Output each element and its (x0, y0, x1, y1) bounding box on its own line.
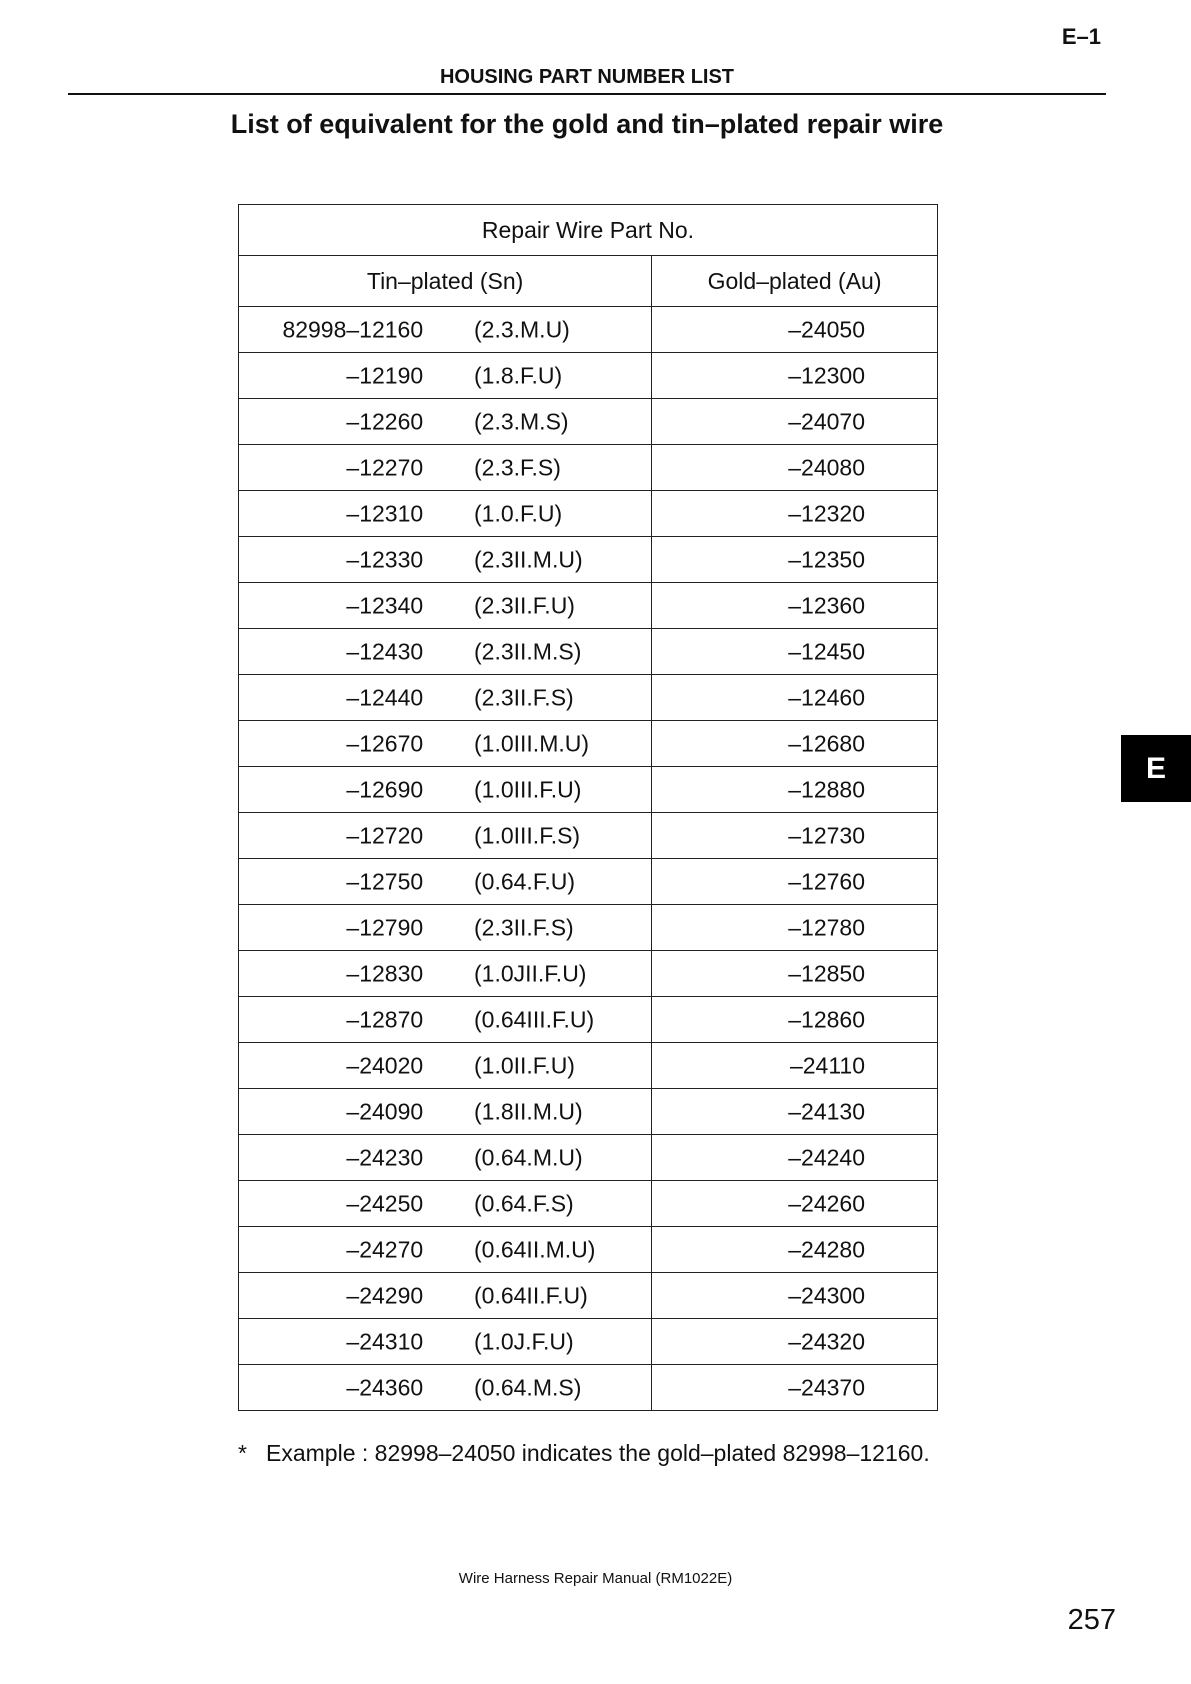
terminal-spec: (1.0III.F.S) (474, 822, 581, 848)
tin-plated-cell (239, 583, 652, 629)
gold-part-number: –12460 (788, 684, 865, 710)
gold-plated-cell (652, 1365, 938, 1411)
gold-part-number: –12880 (788, 776, 865, 802)
column-header-tin: Tin–plated (Sn) (239, 256, 652, 307)
gold-plated-cell (652, 767, 938, 813)
gold-plated-cell (652, 675, 938, 721)
gold-plated-cell (652, 1043, 938, 1089)
tin-part-number: –24270 (346, 1236, 424, 1262)
terminal-spec: (2.3II.F.S) (474, 684, 574, 710)
tin-plated-cell (239, 353, 652, 399)
column-header-gold: Gold–plated (Au) (652, 256, 938, 307)
gold-plated-cell (652, 859, 938, 905)
table-row (239, 353, 938, 399)
section-code: E–1 (1061, 24, 1101, 49)
terminal-spec: (1.0JII.F.U) (474, 960, 587, 986)
footnote (238, 1440, 930, 1467)
tin-plated-cell (239, 1043, 652, 1089)
terminal-spec: (0.64.F.U) (474, 868, 575, 894)
table-row (239, 399, 938, 445)
terminal-spec: (0.64II.M.U) (474, 1236, 596, 1262)
gold-part-number: –24320 (788, 1328, 865, 1354)
terminal-spec: (2.3II.F.S) (474, 914, 574, 940)
tin-part-number: –12750 (346, 868, 424, 894)
table-row (239, 445, 938, 491)
terminal-spec: (0.64II.F.U) (474, 1282, 588, 1308)
table-row (239, 629, 938, 675)
gold-part-number: –12850 (788, 960, 865, 986)
tin-part-number: –12870 (346, 1006, 424, 1032)
tin-part-number: –12330 (346, 546, 424, 572)
tin-plated-cell (239, 1365, 652, 1411)
terminal-spec: (0.64III.F.U) (474, 1006, 595, 1032)
gold-plated-cell (652, 1319, 938, 1365)
tin-plated-cell (239, 767, 652, 813)
tin-plated-cell (239, 1273, 652, 1319)
gold-part-number: –24300 (788, 1282, 865, 1308)
gold-part-number: –24080 (788, 454, 865, 480)
terminal-spec: (2.3.M.U) (474, 316, 570, 342)
gold-plated-cell (652, 997, 938, 1043)
table-row (239, 721, 938, 767)
table-row (239, 675, 938, 721)
tin-plated-cell (239, 859, 652, 905)
gold-part-number: –24260 (788, 1190, 865, 1216)
header-divider (68, 93, 1106, 95)
gold-part-number: –12320 (788, 500, 865, 526)
table-row (239, 1227, 938, 1273)
gold-plated-cell (652, 1089, 938, 1135)
gold-part-number: –12360 (788, 592, 865, 618)
gold-part-number: –12730 (788, 822, 865, 848)
terminal-spec: (1.0.F.U) (474, 500, 563, 526)
terminal-spec: (1.0J.F.U) (474, 1328, 574, 1354)
gold-plated-cell (652, 353, 938, 399)
terminal-spec: (1.0III.M.U) (474, 730, 590, 756)
table-row (239, 1319, 938, 1365)
tin-plated-cell (239, 491, 652, 537)
tin-part-number: –24230 (346, 1144, 424, 1170)
tin-plated-cell (239, 399, 652, 445)
tin-part-number: –24290 (346, 1282, 424, 1308)
tin-part-number: –24090 (346, 1098, 424, 1124)
tin-part-number: –12690 (346, 776, 424, 802)
tin-part-number: –12270 (346, 454, 424, 480)
table-header-row (239, 256, 938, 307)
table-row (239, 905, 938, 951)
table-row (239, 767, 938, 813)
tin-part-number: –12670 (346, 730, 424, 756)
gold-part-number: –24130 (788, 1098, 865, 1124)
tin-plated-cell (239, 675, 652, 721)
gold-plated-cell (652, 307, 938, 353)
tin-part-number: –12260 (346, 408, 424, 434)
terminal-spec: (2.3II.F.U) (474, 592, 575, 618)
terminal-spec: (2.3.M.S) (474, 408, 569, 434)
tin-plated-cell (239, 951, 652, 997)
section-title: HOUSING PART NUMBER LIST (439, 66, 735, 88)
table-title-row (239, 205, 938, 256)
tin-plated-cell (239, 1135, 652, 1181)
gold-plated-cell (652, 491, 938, 537)
tin-plated-cell (239, 445, 652, 491)
table-row (239, 1043, 938, 1089)
gold-plated-cell (652, 1227, 938, 1273)
table-row (239, 859, 938, 905)
gold-plated-cell (652, 905, 938, 951)
tin-part-number: –12440 (346, 684, 424, 710)
tin-part-number: –12340 (346, 592, 424, 618)
tin-part-number: –24360 (346, 1374, 424, 1400)
gold-plated-cell (652, 813, 938, 859)
table-row (239, 1135, 938, 1181)
gold-plated-cell (652, 629, 938, 675)
gold-part-number: –12760 (788, 868, 865, 894)
tin-part-number: –12830 (346, 960, 424, 986)
gold-part-number: –24070 (788, 408, 865, 434)
tin-plated-cell (239, 813, 652, 859)
gold-part-number: –24050 (788, 316, 865, 342)
table-row (239, 813, 938, 859)
terminal-spec: (2.3II.M.U) (474, 546, 583, 572)
gold-part-number: –24370 (788, 1374, 865, 1400)
table-row (239, 1273, 938, 1319)
footnote-mark: * (238, 1440, 247, 1466)
terminal-spec: (1.0III.F.U) (474, 776, 582, 802)
manual-title: Wire Harness Repair Manual (RM1022E) (458, 1570, 733, 1587)
terminal-spec: (0.64.M.U) (474, 1144, 583, 1170)
tin-part-number: –12430 (346, 638, 424, 664)
table-row (239, 997, 938, 1043)
table-row (239, 1365, 938, 1411)
gold-part-number: –12860 (788, 1006, 865, 1032)
gold-part-number: –12300 (788, 362, 865, 388)
tin-plated-cell (239, 537, 652, 583)
tin-part-number: –12790 (346, 914, 424, 940)
gold-plated-cell (652, 1135, 938, 1181)
terminal-spec: (2.3.F.S) (474, 454, 561, 480)
gold-part-number: –12680 (788, 730, 865, 756)
gold-part-number: –24110 (789, 1052, 865, 1078)
gold-part-number: –12450 (788, 638, 865, 664)
table-row (239, 1089, 938, 1135)
tin-part-number: –12720 (346, 822, 424, 848)
page-number: 257 (1067, 1604, 1116, 1636)
gold-plated-cell (652, 399, 938, 445)
tin-plated-cell (239, 629, 652, 675)
gold-plated-cell (652, 445, 938, 491)
terminal-spec: (0.64.M.S) (474, 1374, 582, 1400)
gold-part-number: –12780 (788, 914, 865, 940)
tin-part-number: –24020 (346, 1052, 424, 1078)
gold-plated-cell (652, 583, 938, 629)
gold-plated-cell (652, 1273, 938, 1319)
terminal-spec: (1.8.F.U) (474, 362, 563, 388)
tin-part-number: –12190 (346, 362, 424, 388)
terminal-spec: (1.0II.F.U) (474, 1052, 575, 1078)
tin-plated-cell (239, 307, 652, 353)
table-row (239, 1181, 938, 1227)
tin-part-number: 82998–12160 (282, 316, 424, 342)
tin-plated-cell (239, 1089, 652, 1135)
footnote-text: Example : 82998–24050 indicates the gold–plated 82998–12160. (266, 1440, 930, 1466)
tin-plated-cell (239, 1319, 652, 1365)
gold-part-number: –12350 (788, 546, 865, 572)
table-row (239, 537, 938, 583)
page-heading: List of equivalent for the gold and tin–plated repair wire (230, 109, 944, 139)
tin-plated-cell (239, 721, 652, 767)
gold-part-number: –24280 (788, 1236, 865, 1262)
terminal-spec: (1.8II.M.U) (474, 1098, 583, 1124)
table-row (239, 307, 938, 353)
section-tab: E (1121, 735, 1191, 802)
gold-plated-cell (652, 721, 938, 767)
tin-plated-cell (239, 905, 652, 951)
tin-part-number: –24310 (346, 1328, 424, 1354)
table-row (239, 583, 938, 629)
tin-plated-cell (239, 1181, 652, 1227)
gold-plated-cell (652, 951, 938, 997)
gold-part-number: –24240 (788, 1144, 865, 1170)
gold-plated-cell (652, 1181, 938, 1227)
repair-wire-table (238, 204, 938, 1411)
terminal-spec: (0.64.F.S) (474, 1190, 574, 1216)
tin-part-number: –12310 (346, 500, 424, 526)
table-title: Repair Wire Part No. (239, 205, 938, 256)
tin-part-number: –24250 (346, 1190, 424, 1216)
tin-plated-cell (239, 1227, 652, 1273)
terminal-spec: (2.3II.M.S) (474, 638, 582, 664)
gold-plated-cell (652, 537, 938, 583)
table-row (239, 491, 938, 537)
table-row (239, 951, 938, 997)
tin-plated-cell (239, 997, 652, 1043)
